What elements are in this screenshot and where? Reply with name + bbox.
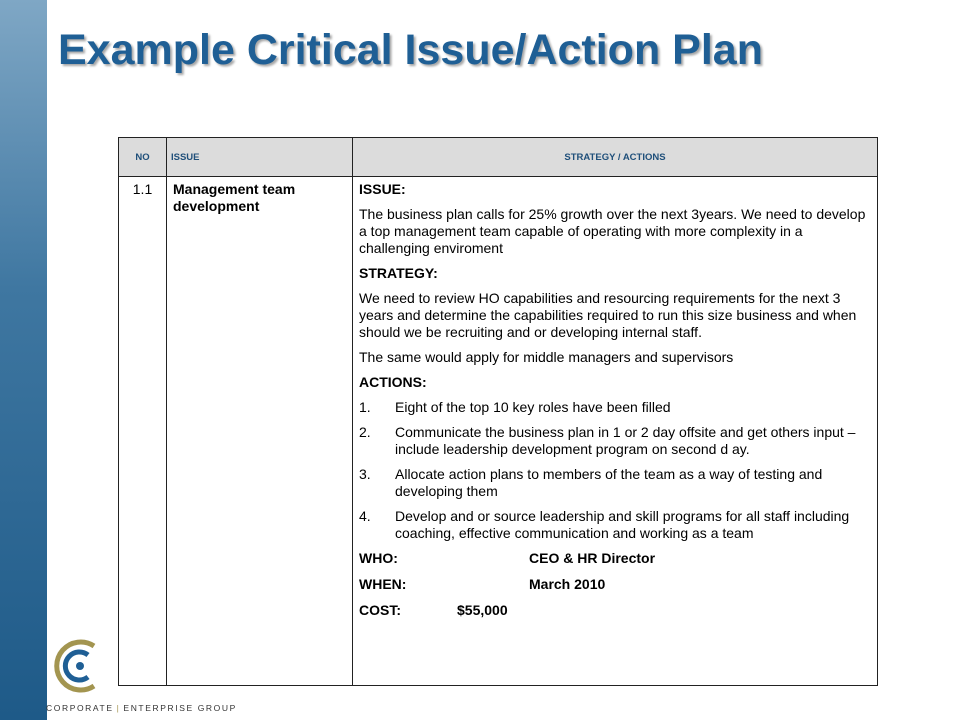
action-number: 4. <box>359 508 371 524</box>
action-plan-table <box>118 137 878 686</box>
action-number: 3. <box>359 466 371 482</box>
action-text: Develop and or source leadership and skill programs for all staff including coaching, effective communication and working as a team <box>395 508 850 541</box>
action-text: Allocate action plans to members of the team as a way of testing and developing them <box>395 466 823 499</box>
action-item <box>359 399 869 416</box>
header-issue: ISSUE <box>167 138 353 177</box>
strategy-text-2: The same would apply for middle managers and supervisors <box>359 349 734 365</box>
company-logo-text <box>46 703 237 713</box>
when-label: WHEN: <box>359 576 407 592</box>
cost-value: $55,000 <box>457 602 508 618</box>
action-item <box>359 508 869 542</box>
header-strategy: STRATEGY / ACTIONS <box>353 138 878 177</box>
when-value: March 2010 <box>529 576 606 592</box>
when-line <box>359 576 869 593</box>
who-line <box>359 550 869 567</box>
action-text: Communicate the business plan in 1 or 2 day offsite and get others input – include leadership development program on second d ay. <box>395 424 856 457</box>
issue-heading: ISSUE: <box>359 181 406 197</box>
row-number: 1.1 <box>119 177 167 686</box>
issue-text: The business plan calls for 25% growth over the next 3years. We need to develop a top management team capable of operating with more complexity in a challenging enviroment <box>359 206 866 256</box>
slide-title: Example Critical Issue/Action Plan <box>58 26 763 74</box>
company-logo-icon <box>50 636 104 696</box>
action-item <box>359 466 869 500</box>
row-issue: Management team development <box>167 177 353 686</box>
side-accent-bar <box>0 0 47 720</box>
table-header-row <box>119 138 878 177</box>
action-item <box>359 424 869 458</box>
actions-heading: ACTIONS: <box>359 374 427 390</box>
row-strategy-actions <box>353 177 878 686</box>
strategy-text: We need to review HO capabilities and resourcing requirements for the next 3 years and determine the capabilities required to run this size business and when should we be recruiting and or developing internal staff. <box>359 290 857 340</box>
cost-line <box>359 602 869 619</box>
action-number: 1. <box>359 399 371 415</box>
logo-word-corporate: CORPORATE <box>46 703 114 713</box>
header-no: NO <box>119 138 167 177</box>
action-number: 2. <box>359 424 371 440</box>
who-label: WHO: <box>359 550 398 566</box>
strategy-heading: STRATEGY: <box>359 265 438 281</box>
table-row <box>119 177 878 686</box>
logo-separator: | <box>116 703 121 713</box>
who-value: CEO & HR Director <box>529 550 656 566</box>
cost-label: COST: <box>359 602 401 618</box>
action-text: Eight of the top 10 key roles have been filled <box>395 399 671 415</box>
logo-word-enterprise-group: ENTERPRISE GROUP <box>123 703 237 713</box>
